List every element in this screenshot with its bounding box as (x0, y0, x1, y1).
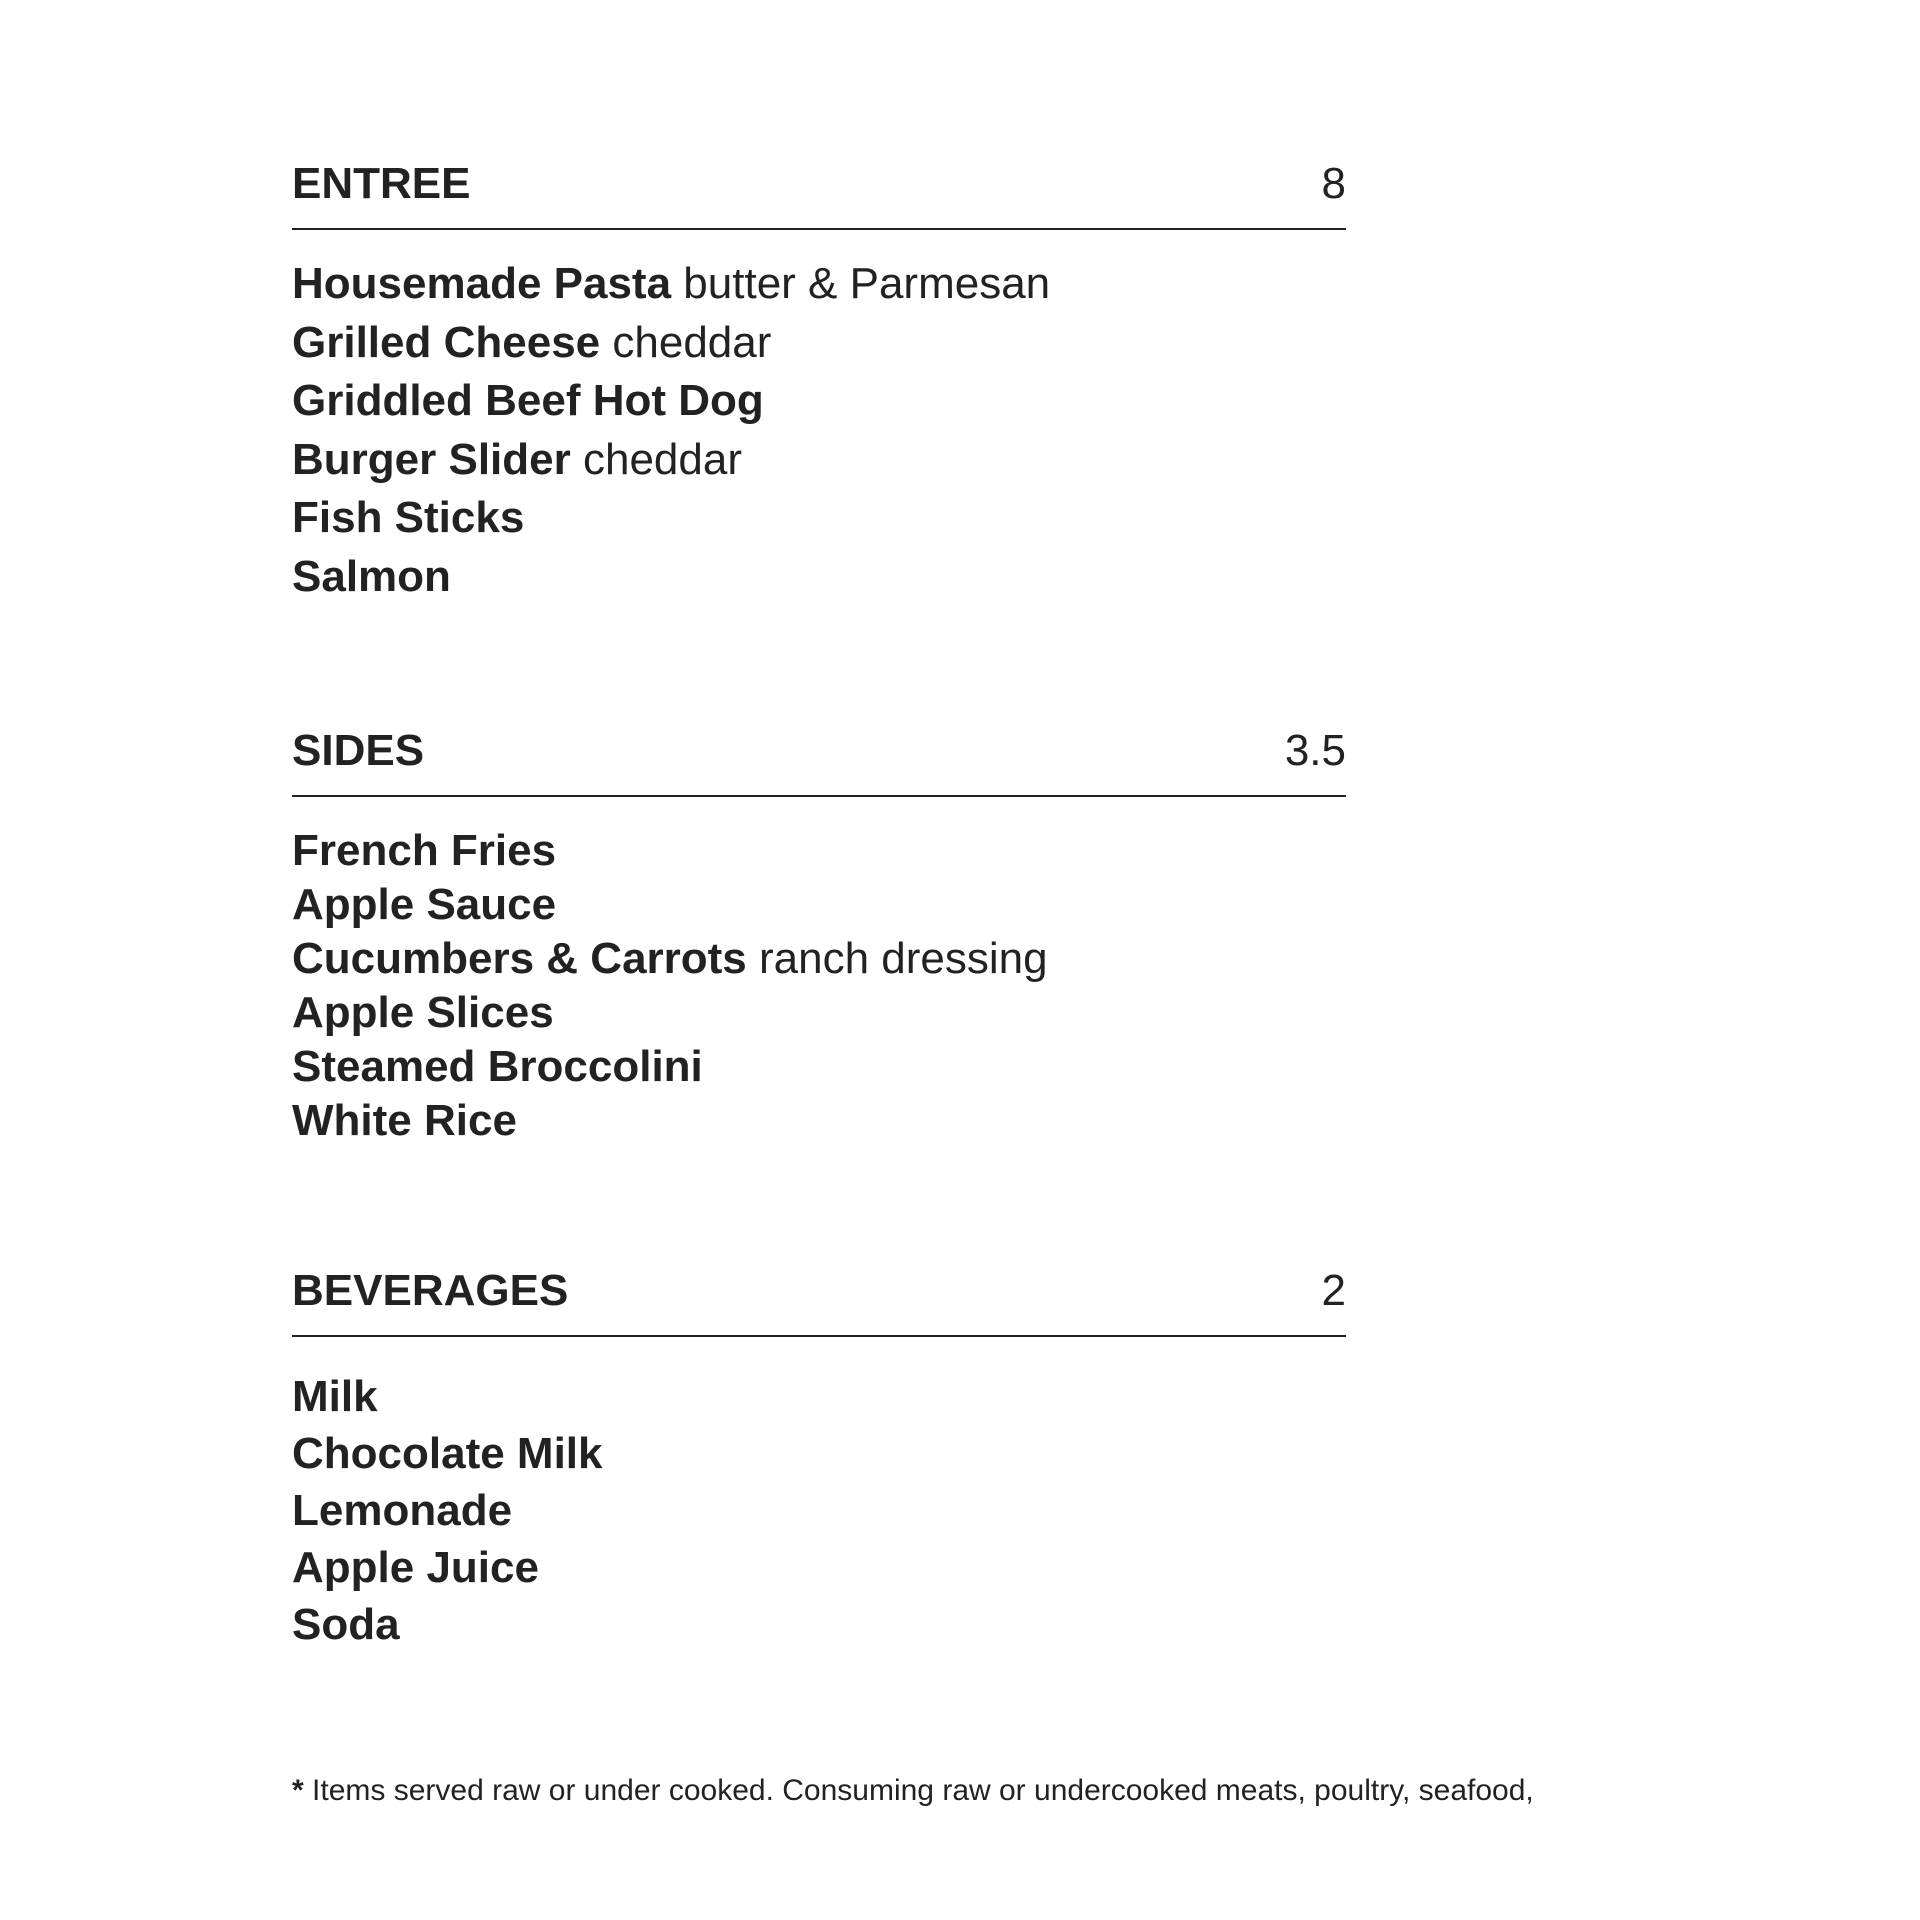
footnote-asterisk: * (292, 1774, 304, 1807)
menu-item (292, 1543, 1346, 1603)
item-description: butter & Parmesan (683, 259, 1051, 308)
menu-item (292, 988, 1346, 1045)
menu-item (292, 551, 1346, 614)
beverages-list (292, 1337, 1346, 1660)
item-name: Milk (292, 1372, 378, 1421)
item-name: Apple Slices (292, 988, 554, 1037)
item-name: Grilled Cheese (292, 317, 601, 367)
item-name: Lemonade (292, 1486, 513, 1535)
menu-item (292, 493, 1346, 555)
entree-list (292, 230, 1346, 613)
menu-item (292, 880, 1346, 937)
entree-header (292, 140, 1346, 230)
menu-item (292, 259, 1346, 321)
item-name: Cucumbers & Carrots (292, 934, 747, 983)
sides-header (292, 707, 1346, 797)
section-title: BEVERAGES (292, 1266, 569, 1315)
item-description: cheddar (612, 317, 772, 367)
item-name: Fish Sticks (292, 493, 525, 542)
section-price: 8 (1321, 159, 1346, 208)
beverages-header (292, 1247, 1346, 1337)
menu-item (292, 376, 1346, 438)
menu-item (292, 934, 1346, 991)
item-name: Soda (292, 1600, 400, 1649)
item-name: Apple Sauce (292, 880, 557, 929)
item-name: Burger Slider (292, 434, 571, 484)
menu-item (292, 434, 1346, 497)
footnote-text: Items served raw or under cooked. Consuming raw or undercooked meats, poultry, seafood, (312, 1774, 1534, 1807)
section-title: SIDES (292, 726, 425, 775)
item-name: White Rice (292, 1096, 517, 1145)
menu-item (292, 1096, 1346, 1153)
item-description: ranch dressing (759, 934, 1048, 983)
section-title: ENTREE (292, 159, 471, 208)
item-name: Steamed Broccolini (292, 1042, 703, 1091)
menu-item (292, 317, 1346, 380)
item-name: Apple Juice (292, 1543, 539, 1592)
beverages-section (292, 1247, 1346, 1660)
item-name: Chocolate Milk (292, 1429, 603, 1478)
item-name: French Fries (292, 826, 557, 875)
item-name: Housemade Pasta (292, 259, 672, 308)
menu-item (292, 1486, 1346, 1546)
item-description: cheddar (582, 434, 742, 484)
allergy-footnote (292, 1776, 1534, 1806)
sides-section (292, 707, 1346, 1153)
menu-item (292, 1042, 1346, 1099)
item-name: Griddled Beef Hot Dog (292, 376, 764, 425)
section-price: 3.5 (1284, 726, 1346, 775)
item-name: Salmon (292, 551, 451, 601)
menu-item (292, 826, 1346, 883)
sides-list (292, 797, 1346, 1153)
section-price: 2 (1321, 1266, 1346, 1315)
menu-item (292, 1429, 1346, 1489)
menu-item (292, 1372, 1346, 1432)
menu-item (292, 1600, 1346, 1660)
entree-section (292, 140, 1346, 613)
